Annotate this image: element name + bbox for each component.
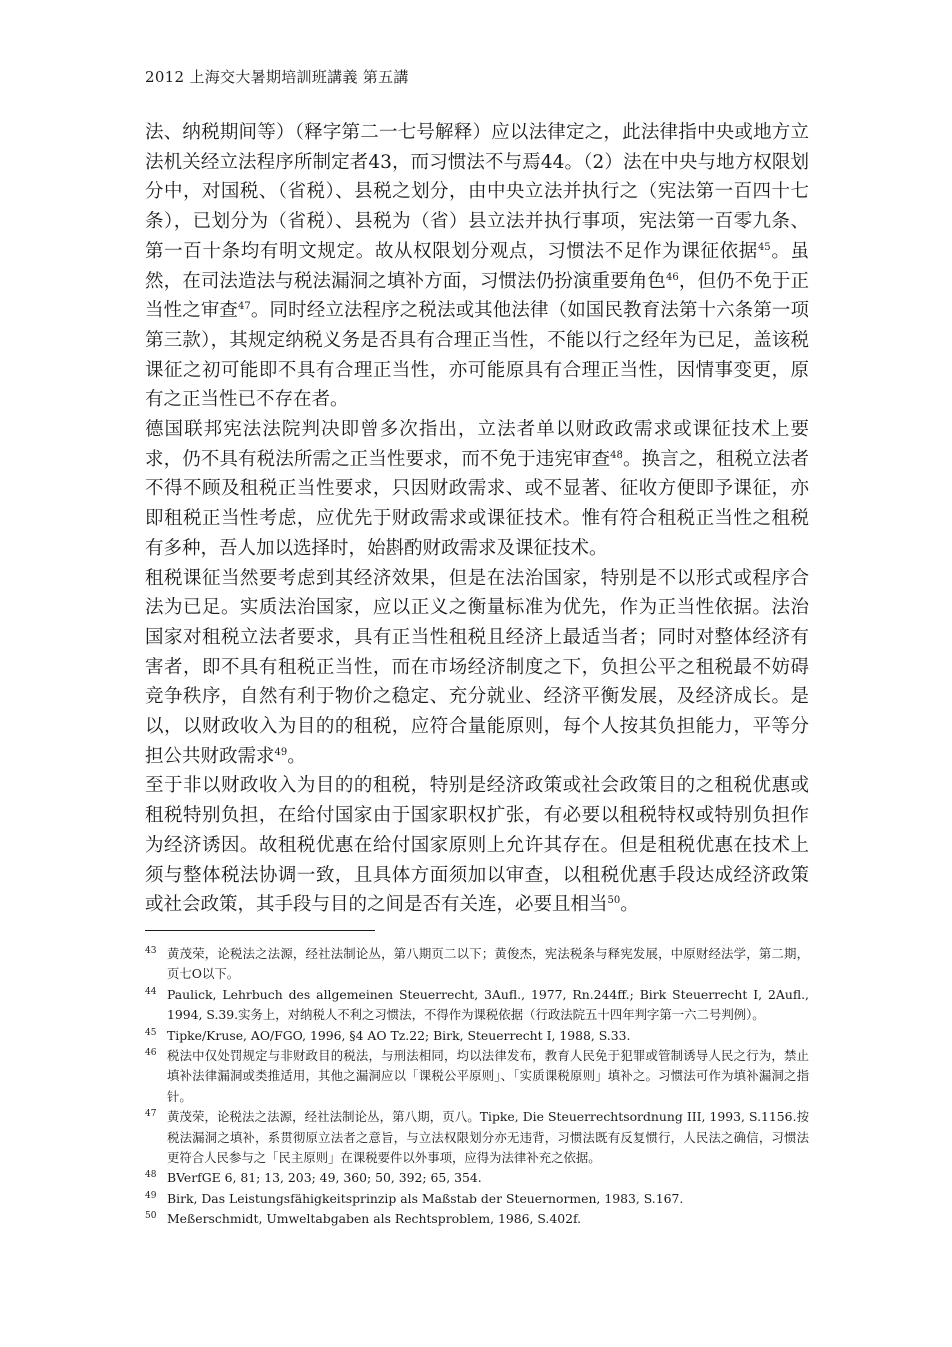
footnote-divider [145,930,375,931]
footnote-ref[interactable]: 45 [757,241,771,253]
footnote [145,1046,809,1107]
paragraph [145,415,809,564]
text-run: 法、纳税期间等）（释字第二一七号解释）应以法律定之，此法律指中央或地方立法机关经立法程序所制定者43，而习惯法不与焉44。（2）法在中央与地方权限划分中，对国税、（省税）、县税之划分，由中央立法并执行之（宪法第一百四十七条），已划分为（省税）、县税为（省）县立法并执行事项，宪法第一百零九条、第一百十条均有明文规定。故从权限划分观点，习惯法不足作为课征依据 [145,122,809,262]
text-run: 。虽然，在司法造法与税法漏洞之填补方面，习惯法仍扮演重要角色 [145,240,809,292]
footnotes [145,944,809,1230]
footnote-number: 50 [145,1211,157,1222]
footnote-ref[interactable]: 48 [610,449,623,461]
footnote [145,1026,809,1046]
footnote-number: 44 [145,986,157,997]
main-text [145,118,809,920]
footnote-text: 黄茂荣，论税法之法源，经社法制论丛，第八期页二以下；黄俊杰，宪法税条与释宪发展，中原财经法学，第二期，页七O以下。 [167,946,809,982]
footnote-text: 黄茂荣，论税法之法源，经社法制论丛，第八期，页八。Tipke, Die Steuerrechtsordnung III, 1993, S.1156.按税法漏洞之填补，系贯彻原立法者之意旨，与立法权限划分亦无违背，习惯法既有反复惯行，人民法之确信，习惯法更符合人民参与之「民主原则」在课税要件以外事项，应得为法律补充之依据。 [167,1109,809,1166]
paragraph [145,771,809,920]
text-run: 。 [620,894,639,916]
footnote-number: 46 [145,1048,157,1059]
footnote-number: 43 [145,946,157,956]
footnote [145,944,809,985]
footnote-ref[interactable]: 50 [607,895,621,907]
paragraph [145,118,809,415]
footnote-text: Birk, Das Leistungsfähigkeitsprinzip als Maßstab der Steuernormen, 1983, S.167. [167,1190,684,1206]
text-run: 。 [287,745,306,767]
footnote-ref[interactable]: 47 [238,301,251,313]
footnote-text: Meßerschmidt, Umweltabgaben als Rechtsproblem, 1986, S.402f. [167,1211,582,1227]
footnote [145,1209,809,1229]
footnote-ref[interactable]: 46 [666,271,679,283]
footnote [145,1168,809,1188]
footnote [145,985,809,1026]
text-run: 至于非以财政收入为目的的租税，特别是经济政策或社会政策目的之租税优惠或租税特别负担，在给付国家由于国家职权扩张，有必要以租税特权或特别负担作为经济诱因。故租税优惠在给付国家原则上允许其存在。但是租税优惠在技术上须与整体税法协调一致，且具体方面须加以审查，以租税优惠手段达成经济政策或社会政策，其手段与目的之间是否有关连，必要且相当 [145,775,809,916]
text-run: 租税课征当然要考虑到其经济效果，但是在法治国家，特别是不以形式或程序合法为已足。实质法治国家，应以正义之衡量标准为优先，作为正当性依据。法治国家对租税立法者要求，具有正当性租税且经济上最适当者；同时对整体经济有害者，即不具有租税正当性，而在市场经济制度之下，负担公平之租税最不妨碍竞争秩序，自然有利于物价之稳定、充分就业、经济平衡发展，及经济成长。是以，以财政收入为目的的租税，应符合量能原则，每个人按其负担能力，平等分担公共财政需求 [145,567,809,767]
footnote-text: 税法中仅处罚规定与非财政目的税法，与刑法相同，均以法律发布，教育人民免于犯罪或管制诱导人民之行为，禁止填补法律漏洞或类推适用，其他之漏洞应以「课税公平原则」、「实质课税原则」填补之。习惯法可作为填补漏洞之指针。 [167,1048,809,1104]
footnote-text: BVerfGE 6, 81; 13, 203; 49, 360; 50, 392; 65, 354. [167,1170,482,1186]
running-header: 2012 上海交大暑期培訓班講義 第五講 [145,68,409,86]
footnote-text: Tipke/Kruse, AO/FGO, 1996, §4 AO Tz.22; Birk, Steuerrecht I, 1988, S.33. [167,1027,631,1043]
footnote-ref[interactable]: 49 [274,746,288,758]
text-run: 。换言之，租税立法者不得不顾及租税正当性要求，只因财政需求、或不显著、征收方便即予课征，亦即租税正当性考虑，应优先于财政需求或课征技术。惟有符合租税正当性之租税有多种，吾人加以选择时，始斟酌财政需求及课征技术。 [145,448,809,559]
footnote-number: 45 [145,1027,157,1038]
footnote-number: 49 [145,1190,157,1201]
footnote [145,1189,809,1209]
text-run: ，但仍不免于正当性之审查 [145,270,809,322]
footnote-number: 47 [145,1109,157,1120]
footnote [145,1107,809,1168]
text-run: 德国联邦宪法法院判决即曾多次指出，立法者单以财政政需求或课征技术上要求，仍不具有税法所需之正当性要求，而不免于违宪审查 [145,419,809,470]
footnote-number: 48 [145,1170,157,1181]
footnote-text: Paulick, Lehrbuch des allgemeinen Steuerrecht, 3Aufl., 1977, Rn.244ff.; Birk Steuerrecht I, 2Aufl., 1994, S.39.实务上，对纳税人不利之习惯法，不得作为课税依据（行政法院五十四年判字第一六二号判例）。 [167,986,809,1023]
paragraph [145,564,809,772]
text-run: 。同时经立法程序之税法或其他法律（如国民教育法第十六条第一项第三款），其规定纳税义务是否具有合理正当性，不能以行之经年为已足，盖该税课征之初可能即不具有合理正当性，亦可能原具有合理正当性，因情事变更，原有之正当性已不存在者。 [145,300,809,411]
